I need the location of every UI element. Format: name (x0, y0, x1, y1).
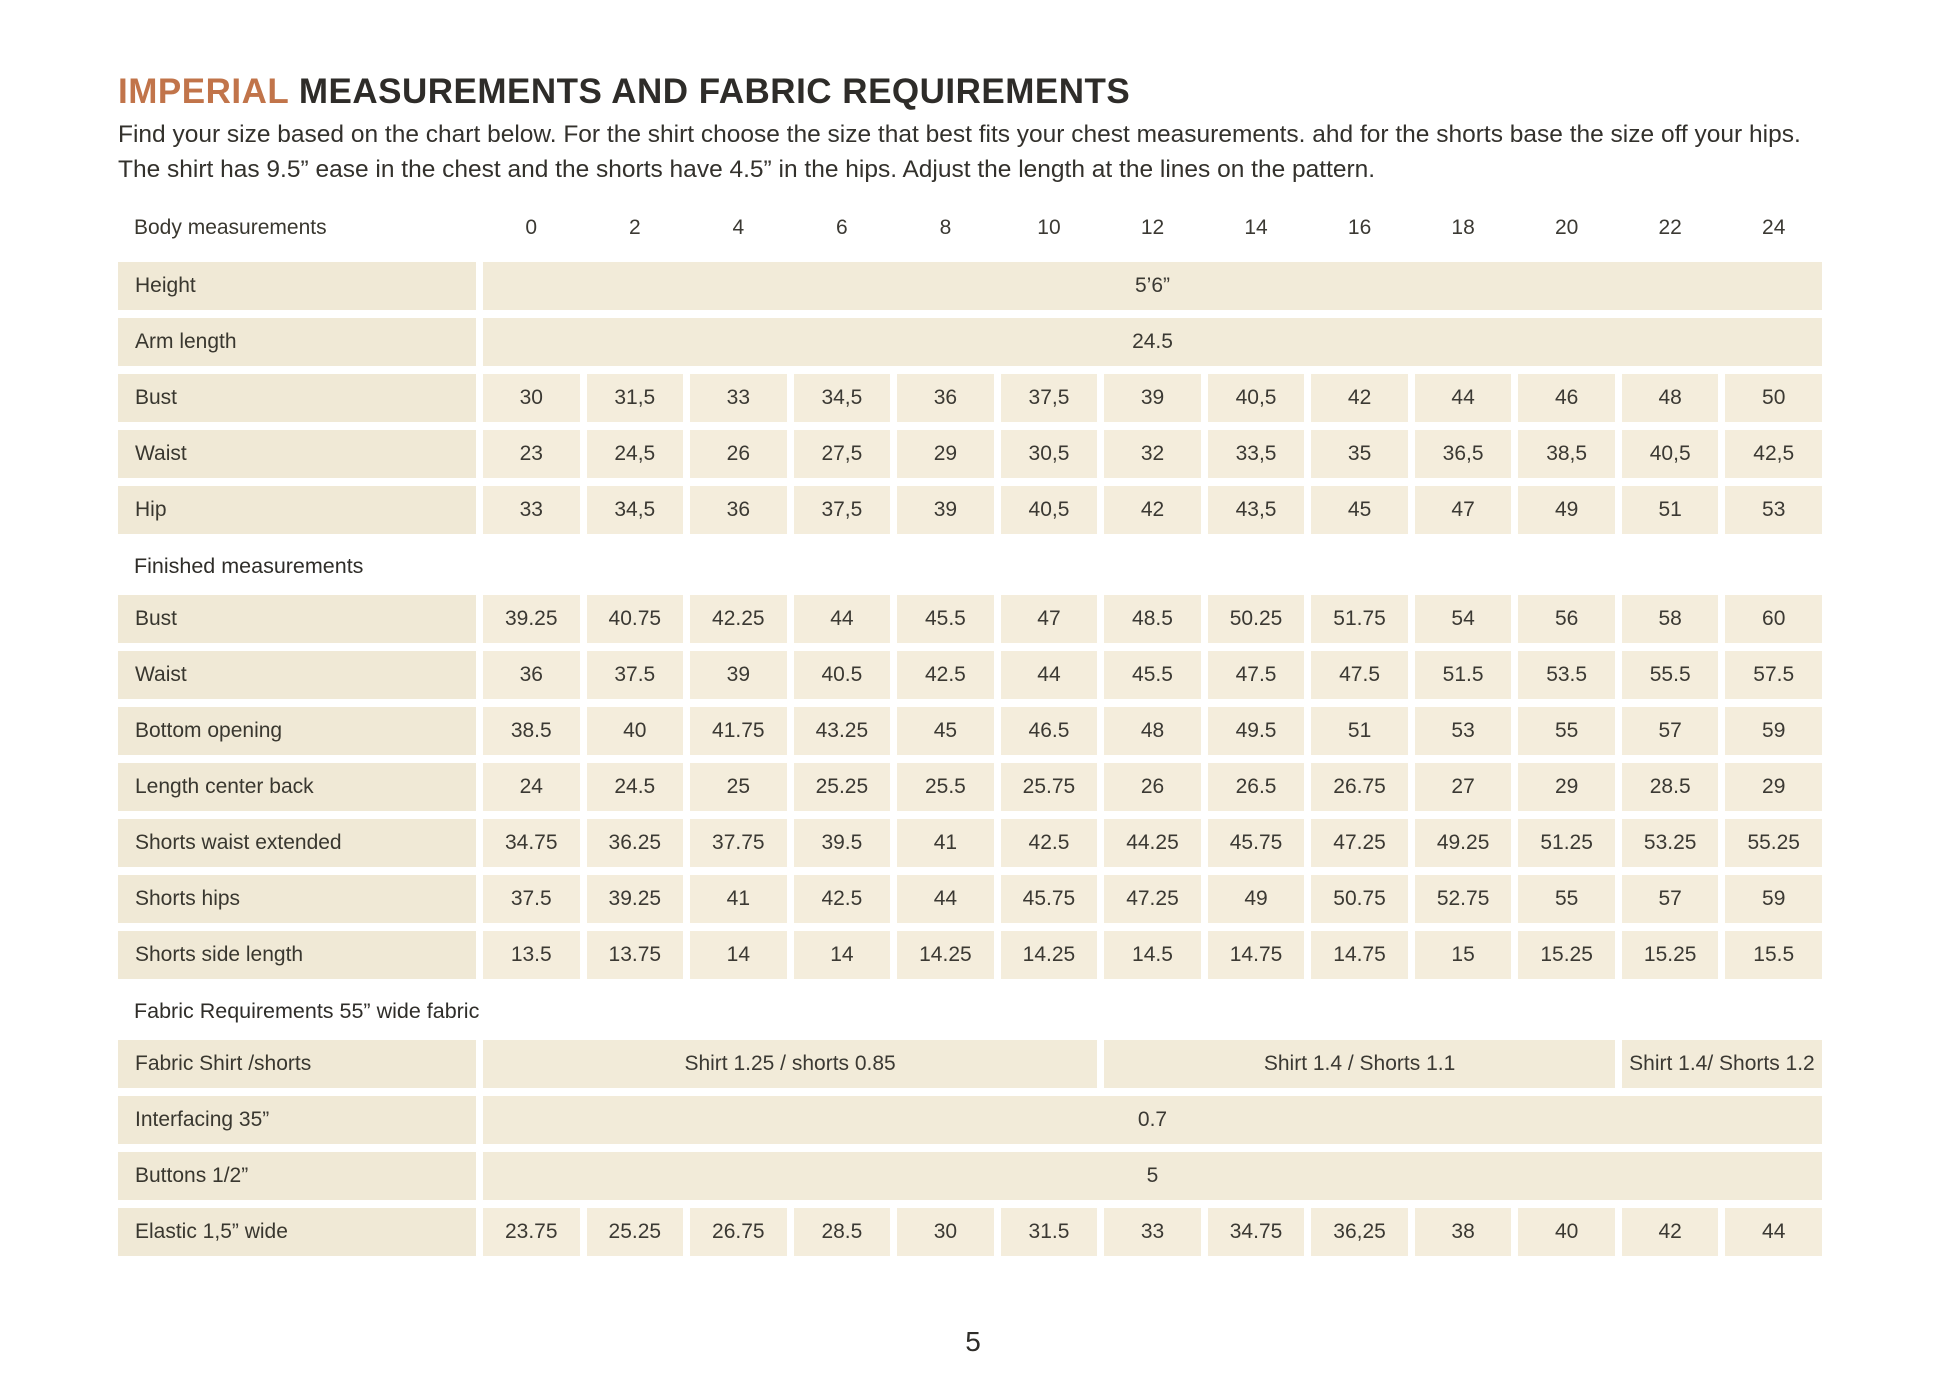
size-column-header: 2 (628, 215, 641, 239)
merged-cell: Shirt 1.4/ Shorts 1.2 (1622, 1040, 1822, 1088)
table-cell: 48.5 (1104, 595, 1201, 643)
table-cell: 28.5 (794, 1208, 891, 1256)
table-cell: 53 (1725, 486, 1822, 534)
table-cell: 27,5 (794, 430, 891, 478)
table-cell: 28.5 (1622, 763, 1719, 811)
table-cell: 40.75 (587, 595, 684, 643)
table-cell: 55.5 (1622, 651, 1719, 699)
row-label: Interfacing 35” (118, 1096, 476, 1144)
table-cell: 46 (1518, 374, 1615, 422)
table-cell: 41 (897, 819, 994, 867)
table-cell: 53.25 (1622, 819, 1719, 867)
row-label: Hip (118, 486, 476, 534)
row-label: Elastic 1,5” wide (118, 1208, 476, 1256)
size-column-header: 24 (1762, 215, 1786, 239)
table-cell: 51.75 (1311, 595, 1408, 643)
table-cell: 57 (1622, 707, 1719, 755)
table-cell: 42,5 (1725, 430, 1822, 478)
table-cell: 36 (897, 374, 994, 422)
table-cell: 49 (1518, 486, 1615, 534)
size-column-header: 18 (1451, 215, 1475, 239)
table-cell: 39.25 (587, 875, 684, 923)
row-label: Shorts hips (118, 875, 476, 923)
table-cell: 47 (1415, 486, 1512, 534)
table-cell: 44 (1415, 374, 1512, 422)
table-cell: 48 (1104, 707, 1201, 755)
table-cell: 40 (1518, 1208, 1615, 1256)
merged-cell: Shirt 1.4 / Shorts 1.1 (1104, 1040, 1615, 1088)
table-cell: 45.75 (1208, 819, 1305, 867)
table-cell: 33 (483, 486, 580, 534)
table-cell: 30 (483, 374, 580, 422)
table-cell: 33 (1104, 1208, 1201, 1256)
table-cell: 25.25 (794, 763, 891, 811)
table-cell: 45.5 (1104, 651, 1201, 699)
table-cell: 42 (1104, 486, 1201, 534)
table-cell: 43.25 (794, 707, 891, 755)
table-cell: 57 (1622, 875, 1719, 923)
table-row (118, 430, 1822, 478)
table-cell: 44 (1001, 651, 1098, 699)
table-cell: 44.25 (1104, 819, 1201, 867)
table-row (118, 1152, 1822, 1200)
size-column-header: 4 (732, 215, 745, 239)
table-cell: 42 (1311, 374, 1408, 422)
table-cell: 49.5 (1208, 707, 1305, 755)
table-cell: 44 (1725, 1208, 1822, 1256)
row-label: Shorts waist extended (118, 819, 476, 867)
row-label: Waist (118, 430, 476, 478)
merged-cell: 5 (483, 1152, 1822, 1200)
table-cell: 33,5 (1208, 430, 1305, 478)
size-column-header: 6 (836, 215, 848, 239)
table-cell: 34,5 (794, 374, 891, 422)
table-cell: 43,5 (1208, 486, 1305, 534)
table-cell: 39 (1104, 374, 1201, 422)
table-cell: 50 (1725, 374, 1822, 422)
table-cell: 40,5 (1208, 374, 1305, 422)
size-column-header: 16 (1347, 215, 1372, 239)
table-cell: 41 (690, 875, 787, 923)
table-cell: 32 (1104, 430, 1201, 478)
size-chart-table (118, 204, 1822, 1256)
table-cell: 51 (1311, 707, 1408, 755)
table-cell: 50.75 (1311, 875, 1408, 923)
table-cell: 34.75 (483, 819, 580, 867)
table-row (118, 707, 1822, 755)
row-label: Waist (118, 651, 476, 699)
table-cell: 40,5 (1001, 486, 1098, 534)
table-cell: 15.25 (1518, 931, 1615, 979)
table-cell: 25.5 (897, 763, 994, 811)
row-label: Bottom opening (118, 707, 476, 755)
table-cell: 52.75 (1415, 875, 1512, 923)
table-row (118, 374, 1822, 422)
row-label: Buttons 1/2” (118, 1152, 476, 1200)
table-cell: 24,5 (587, 430, 684, 478)
table-cell: 39.5 (794, 819, 891, 867)
table-cell: 42.5 (794, 875, 891, 923)
table-cell: 31,5 (587, 374, 684, 422)
table-cell: 47.25 (1104, 875, 1201, 923)
table-cell: 29 (1725, 763, 1822, 811)
row-label: Bust (118, 595, 476, 643)
table-row (118, 1040, 1822, 1088)
table-cell: 31.5 (1001, 1208, 1098, 1256)
table-cell: 45.75 (1001, 875, 1098, 923)
table-cell: 36 (483, 651, 580, 699)
table-cell: 25.25 (587, 1208, 684, 1256)
table-cell: 53.5 (1518, 651, 1615, 699)
table-cell: 36 (690, 486, 787, 534)
table-cell: 60 (1725, 595, 1822, 643)
table-cell: 54 (1415, 595, 1512, 643)
table-cell: 15 (1415, 931, 1512, 979)
table-cell: 29 (897, 430, 994, 478)
table-cell: 14.5 (1104, 931, 1201, 979)
table-cell: 42.5 (897, 651, 994, 699)
table-cell: 29 (1518, 763, 1615, 811)
table-cell: 44 (794, 595, 891, 643)
table-cell: 15.5 (1725, 931, 1822, 979)
merged-cell: 5’6” (483, 262, 1822, 310)
table-row (118, 595, 1822, 643)
size-column-header: 0 (525, 215, 538, 239)
table-cell: 14.75 (1208, 931, 1305, 979)
table-cell: 36.25 (587, 819, 684, 867)
merged-cell: 0.7 (483, 1096, 1822, 1144)
table-cell: 23 (483, 430, 580, 478)
table-cell: 34,5 (587, 486, 684, 534)
table-cell: 56 (1518, 595, 1615, 643)
table-cell: 38.5 (483, 707, 580, 755)
table-cell: 59 (1725, 875, 1822, 923)
size-column-header: 22 (1658, 215, 1682, 239)
table-row (118, 262, 1822, 310)
table-cell: 37.5 (483, 875, 580, 923)
table-cell: 51.25 (1518, 819, 1615, 867)
merged-cell: 24.5 (483, 318, 1822, 366)
table-cell: 53 (1415, 707, 1512, 755)
table-cell: 55.25 (1725, 819, 1822, 867)
table-cell: 37.75 (690, 819, 787, 867)
table-cell: 51 (1622, 486, 1719, 534)
table-cell: 40,5 (1622, 430, 1719, 478)
title-accent: IMPERIAL (118, 72, 289, 111)
row-label: Arm length (118, 318, 476, 366)
table-cell: 47.25 (1311, 819, 1408, 867)
table-cell: 41.75 (690, 707, 787, 755)
table-cell: 45 (1311, 486, 1408, 534)
table-cell: 37,5 (794, 486, 891, 534)
table-cell: 15.25 (1622, 931, 1719, 979)
table-cell: 40.5 (794, 651, 891, 699)
page-title (118, 72, 1822, 112)
table-cell: 47.5 (1311, 651, 1408, 699)
table-cell: 39 (897, 486, 994, 534)
page-number: 5 (965, 1326, 981, 1357)
table-cell: 37,5 (1001, 374, 1098, 422)
size-column-header: 8 (939, 215, 952, 239)
table-cell: 26.75 (1311, 763, 1408, 811)
size-header-row (118, 204, 1822, 252)
table-cell: 14.75 (1311, 931, 1408, 979)
table-cell: 13.75 (587, 931, 684, 979)
table-cell: 51.5 (1415, 651, 1512, 699)
intro-paragraph: Find your size based on the chart below. For the shirt choose the size that best fits your chest measurements. ahd for the shorts base the size off your hips. The shirt has 9.5” ease in the chest and the shorts have 4.5” in the hips. Adjust the length at the lines on the pattern. (118, 121, 1801, 183)
table-cell: 38 (1415, 1208, 1512, 1256)
row-label: Bust (118, 374, 476, 422)
table-cell: 42.5 (1001, 819, 1098, 867)
table-row (118, 763, 1822, 811)
table-cell: 39 (690, 651, 787, 699)
table-cell: 26 (1104, 763, 1201, 811)
table-cell: 14.25 (1001, 931, 1098, 979)
table-row (118, 819, 1822, 867)
table-cell: 33 (690, 374, 787, 422)
table-cell: 26.5 (1208, 763, 1305, 811)
table-row (118, 1096, 1822, 1144)
merged-cell: Shirt 1.25 / shorts 0.85 (483, 1040, 1097, 1088)
table-cell: 30,5 (1001, 430, 1098, 478)
table-cell: 37.5 (587, 651, 684, 699)
table-cell: 55 (1518, 875, 1615, 923)
table-cell: 38,5 (1518, 430, 1615, 478)
table-cell: 27 (1415, 763, 1512, 811)
table-cell: 14.25 (897, 931, 994, 979)
table-cell: 36,5 (1415, 430, 1512, 478)
table-cell: 59 (1725, 707, 1822, 755)
row-label: Body measurements (134, 215, 327, 239)
size-column-header: 14 (1244, 215, 1268, 239)
table-row (118, 1208, 1822, 1256)
table-cell: 30 (897, 1208, 994, 1256)
table-cell: 26 (690, 430, 787, 478)
table-row (118, 875, 1822, 923)
table-cell: 58 (1622, 595, 1719, 643)
table-cell: 25.75 (1001, 763, 1098, 811)
table-cell: 45 (897, 707, 994, 755)
table-cell: 24.5 (587, 763, 684, 811)
row-label: Length center back (118, 763, 476, 811)
table-cell: 14 (690, 931, 787, 979)
table-cell: 25 (690, 763, 787, 811)
table-row (118, 486, 1822, 534)
table-cell: 26.75 (690, 1208, 787, 1256)
section-header: Fabric Requirements 55” wide fabric (134, 998, 480, 1023)
table-cell: 23.75 (483, 1208, 580, 1256)
table-cell: 34.75 (1208, 1208, 1305, 1256)
section-header: Finished measurements (134, 553, 364, 578)
table-cell: 47.5 (1208, 651, 1305, 699)
table-cell: 50.25 (1208, 595, 1305, 643)
table-cell: 45.5 (897, 595, 994, 643)
table-cell: 42 (1622, 1208, 1719, 1256)
size-column-header: 20 (1554, 215, 1579, 239)
table-cell: 49.25 (1415, 819, 1512, 867)
title-rest: MEASUREMENTS AND FABRIC REQUIREMENTS (288, 72, 1131, 111)
row-label: Fabric Shirt /shorts (118, 1040, 476, 1088)
table-row (118, 931, 1822, 979)
table-cell: 24 (483, 763, 580, 811)
size-column-header: 12 (1140, 215, 1165, 239)
table-cell: 48 (1622, 374, 1719, 422)
table-cell: 36,25 (1311, 1208, 1408, 1256)
table-row (118, 651, 1822, 699)
table-cell: 46.5 (1001, 707, 1098, 755)
table-cell: 55 (1518, 707, 1615, 755)
table-cell: 14 (794, 931, 891, 979)
table-cell: 47 (1001, 595, 1098, 643)
table-cell: 39.25 (483, 595, 580, 643)
table-cell: 44 (897, 875, 994, 923)
table-cell: 13.5 (483, 931, 580, 979)
table-cell: 42.25 (690, 595, 787, 643)
page-content (118, 72, 1822, 1264)
size-column-header: 10 (1037, 215, 1061, 239)
table-cell: 35 (1311, 430, 1408, 478)
row-label: Shorts side length (118, 931, 476, 979)
table-cell: 40 (587, 707, 684, 755)
row-label: Height (118, 262, 476, 310)
table-row (118, 318, 1822, 366)
table-cell: 57.5 (1725, 651, 1822, 699)
table-cell: 49 (1208, 875, 1305, 923)
